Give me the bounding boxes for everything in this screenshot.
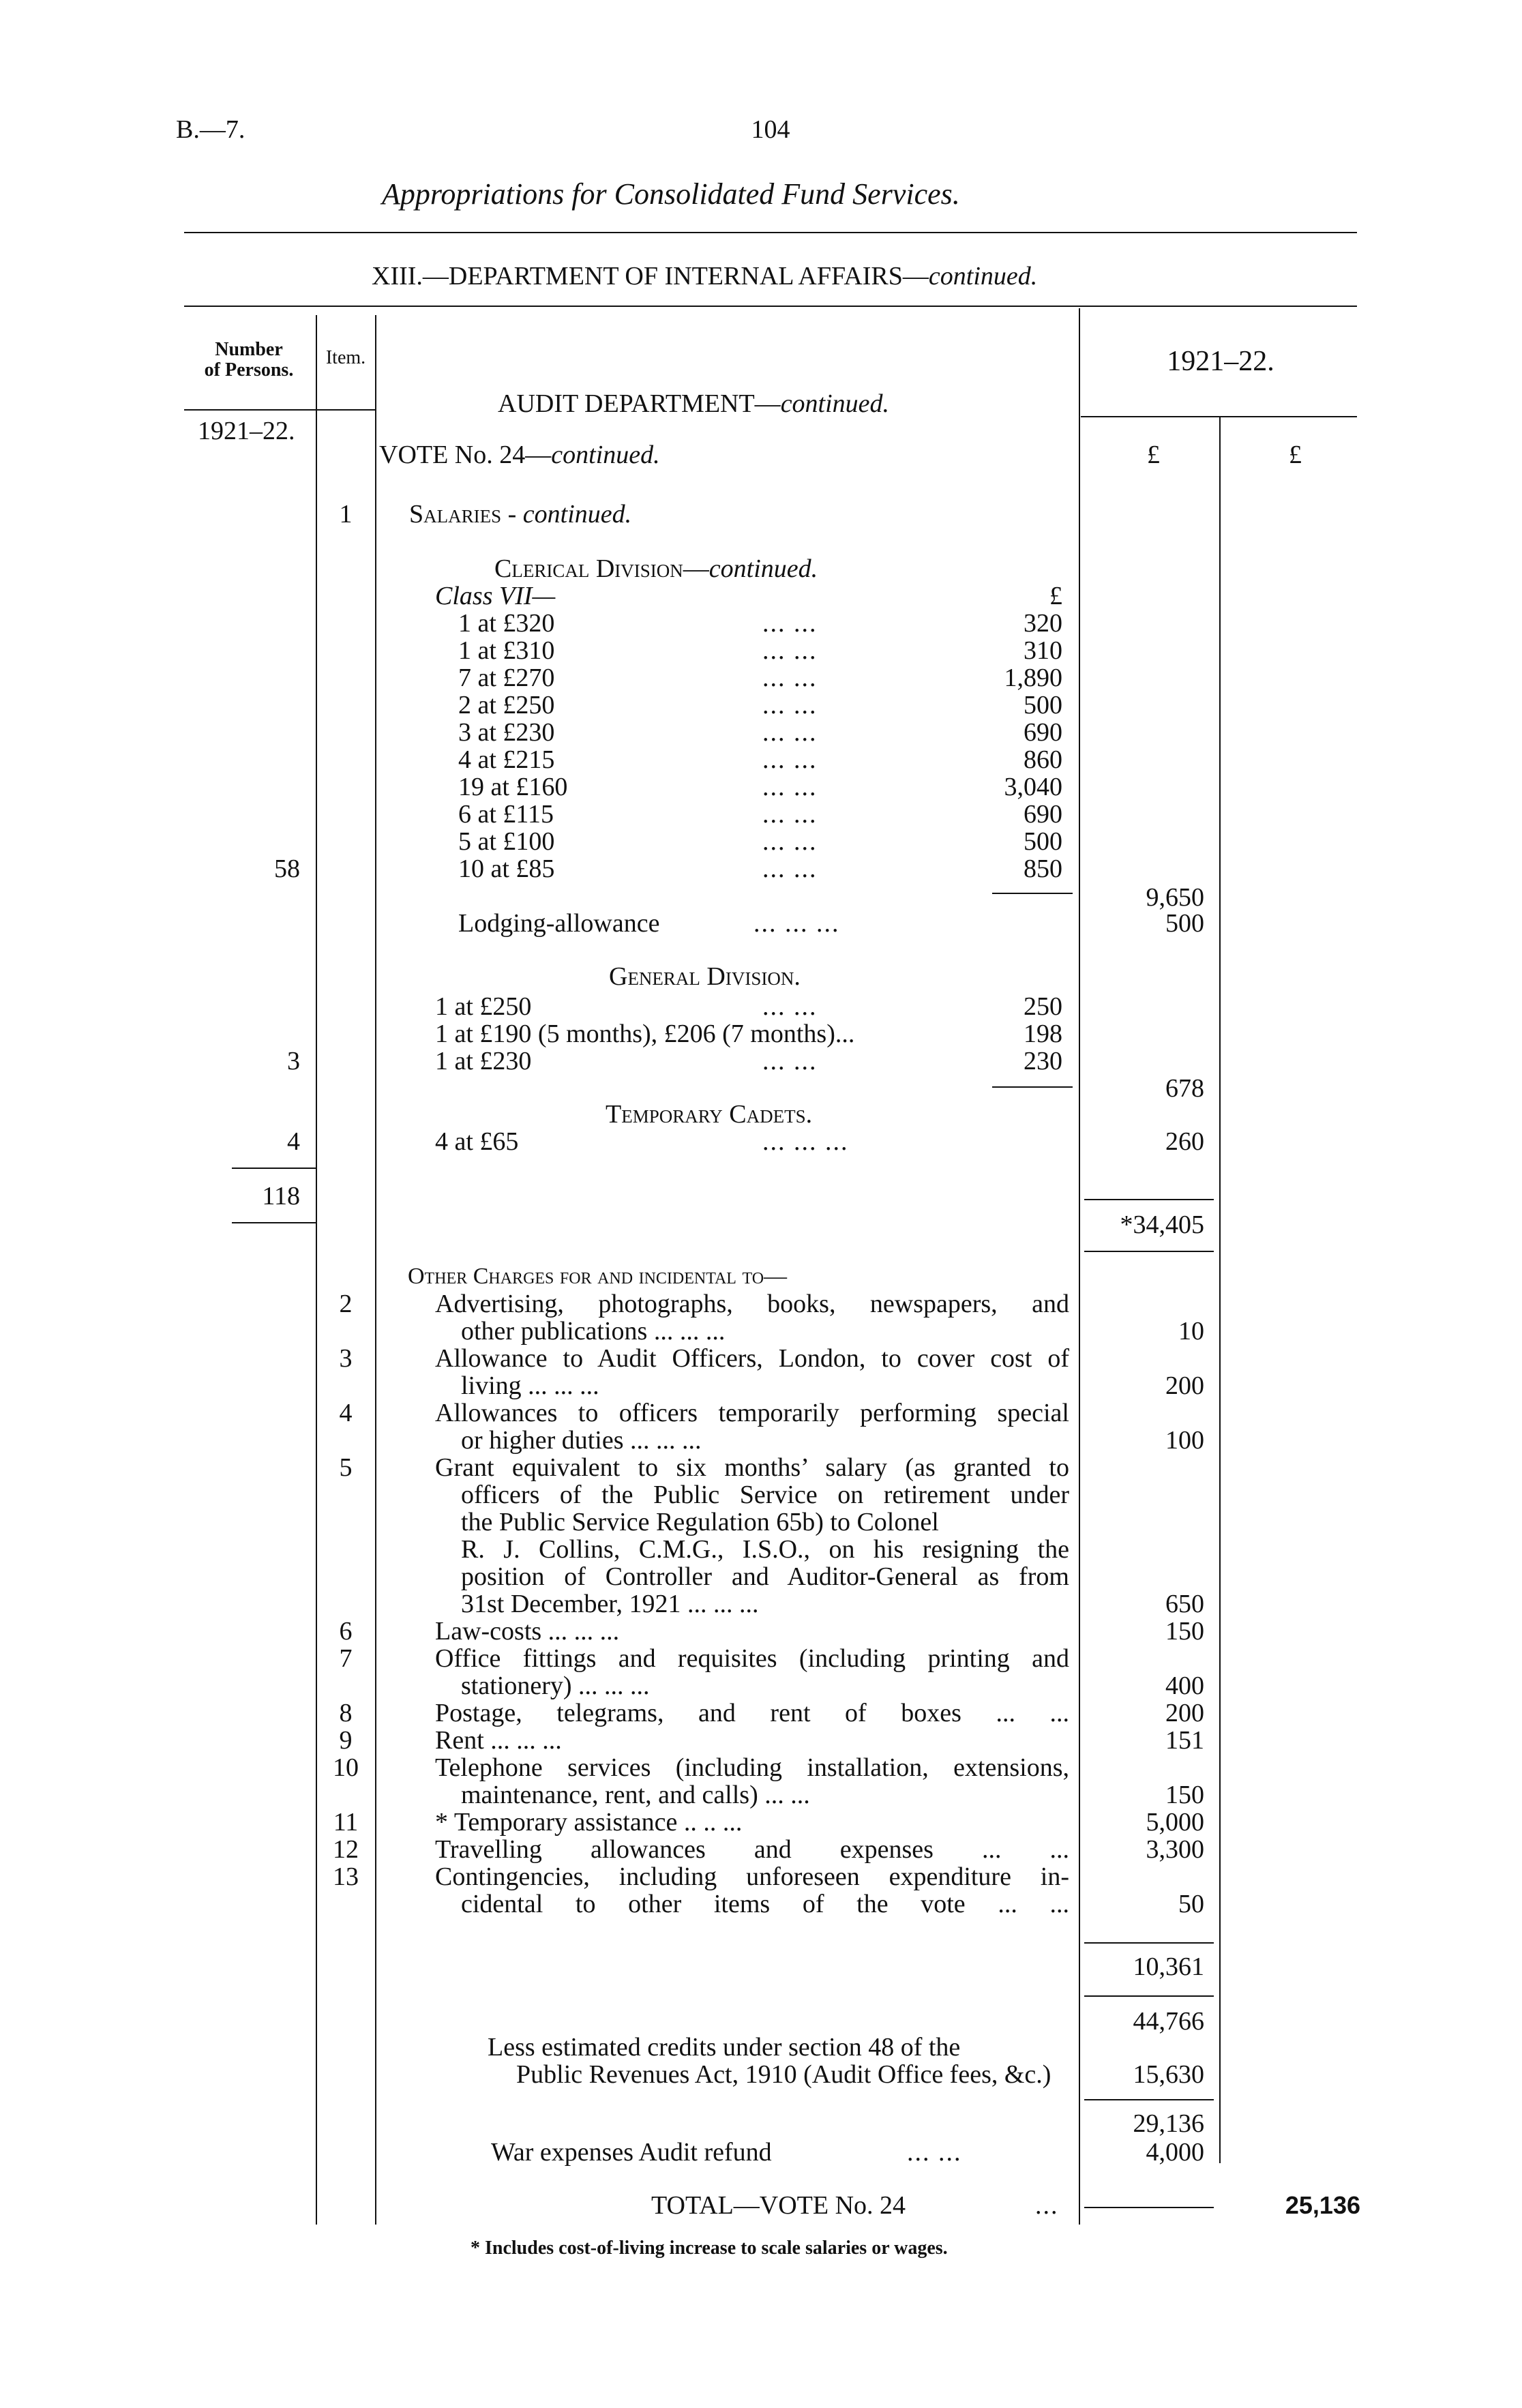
general-row-label: 1 at £190 (5 months), £206 (7 months)... — [435, 1020, 855, 1048]
temporary-cadets-heading: Temporary Cadets. — [606, 1100, 813, 1129]
less-credits-amount: 15,630 — [1133, 2060, 1204, 2089]
year-header-rule — [1081, 416, 1357, 417]
title-rule — [184, 232, 1357, 233]
salaries-item-number: 1 — [339, 500, 353, 529]
general-persons: 3 — [287, 1047, 300, 1075]
other-charge-line: Rent ... ... ... — [435, 1726, 562, 1755]
other-charge-line: Law-costs ... ... ... — [435, 1617, 620, 1646]
clerical-row-dots: ... ... — [762, 718, 818, 747]
item-desc-divider — [375, 315, 376, 2225]
persons-header-rule — [184, 409, 316, 411]
item-header: Item. — [325, 347, 366, 368]
cadets-label: 4 at £65 — [435, 1127, 519, 1156]
amount-divider — [1219, 417, 1221, 2163]
persons-item-divider — [316, 315, 317, 2225]
other-charge-amount: 150 — [1165, 1617, 1204, 1646]
clerical-row-label: 1 at £310 — [458, 636, 555, 665]
other-charge-line: officers of the Public Service on retirement under — [461, 1481, 1069, 1509]
general-row-dots: ... ... — [762, 1047, 818, 1075]
other-charge-line: or higher duties ... ... ... — [461, 1426, 702, 1455]
other-charge-amount: 400 — [1165, 1671, 1204, 1700]
cadets-dots: ... ... ... — [762, 1127, 849, 1156]
other-charge-line: Telephone services (including installation, extensions, — [435, 1753, 1069, 1782]
page-title: Appropriations for Consolidated Fund Services. — [382, 177, 960, 211]
other-charge-item-number: 6 — [339, 1617, 353, 1646]
number-of-persons-header: Number of Persons. — [204, 339, 294, 381]
other-charge-line: cidental to other items of the vote ... ... — [461, 1890, 1069, 1918]
other-charge-line: living ... ... ... — [461, 1371, 599, 1400]
other-charge-amount: 150 — [1165, 1781, 1204, 1809]
other-charge-line: maintenance, rent, and calls) ... ... — [461, 1781, 810, 1809]
other-charge-item-number: 4 — [339, 1399, 353, 1427]
other-charge-line: 31st December, 1921 ... ... ... — [461, 1590, 759, 1618]
lodging-allowance-amount: 500 — [1165, 909, 1204, 938]
clerical-row-amount: 690 — [1024, 800, 1062, 829]
other-charge-line: position of Controller and Auditor-General as from — [461, 1562, 1069, 1591]
clerical-row-dots: ... ... — [762, 745, 818, 774]
other-charge-line: other publications ... ... ... — [461, 1317, 726, 1346]
clerical-row-dots: ... ... — [762, 854, 818, 883]
clerical-row-label: 4 at £215 — [458, 745, 555, 774]
clerical-row-amount: 860 — [1024, 745, 1062, 774]
clerical-subtotal: 9,650 — [1146, 883, 1204, 912]
clerical-row-dots: ... ... — [762, 636, 818, 665]
other-charges-total-rule-top — [1084, 1942, 1214, 1944]
general-row-dots: ... ... — [762, 992, 818, 1021]
less-credits-line-2: Public Revenues Act, 1910 (Audit Office fees, &c.) — [516, 2060, 1051, 2089]
class-vii-label: Class VII— — [435, 582, 556, 610]
other-charge-item-number: 3 — [339, 1344, 353, 1373]
general-row-amount: 230 — [1024, 1047, 1062, 1075]
clerical-row-label: 1 at £320 — [458, 609, 555, 638]
war-expenses-label: War expenses Audit refund — [491, 2138, 772, 2167]
vote-heading: VOTE No. 24—continued. — [379, 441, 660, 469]
general-row-amount: 198 — [1024, 1020, 1062, 1048]
clerical-row-amount: 690 — [1024, 718, 1062, 747]
clerical-division-heading: Clerical Division—continued. — [494, 554, 818, 583]
other-charges-total-rule-bottom — [1084, 1995, 1214, 1997]
department-heading: XIII.—DEPARTMENT OF INTERNAL AFFAIRS—continued. — [372, 262, 1038, 291]
net-rule — [1084, 2099, 1214, 2100]
other-charge-item-number: 10 — [333, 1753, 359, 1782]
pound-column-1: £ — [1147, 441, 1160, 469]
other-charge-line: Allowances to officers temporarily performing special — [435, 1399, 1069, 1427]
other-charge-line: R. J. Collins, C.M.G., I.S.O., on his resigning the — [461, 1535, 1069, 1564]
clerical-row-label: 3 at £230 — [458, 718, 555, 747]
item-header-rule — [317, 409, 375, 411]
salaries-total-rule-top — [1084, 1199, 1214, 1200]
document-reference: B.—7. — [176, 115, 245, 144]
other-charge-line: Office fittings and requisites (including printing and — [435, 1644, 1069, 1673]
clerical-row-dots: ... ... — [762, 773, 818, 801]
clerical-row-label: 5 at £100 — [458, 827, 555, 856]
general-subtotal-rule — [992, 1086, 1073, 1088]
clerical-row-amount: 310 — [1024, 636, 1062, 665]
page-number: 104 — [751, 115, 790, 144]
clerical-row-dots: ... ... — [762, 664, 818, 692]
pound-column-2: £ — [1289, 441, 1302, 469]
general-division-heading: General Division. — [609, 962, 801, 991]
clerical-row-dots: ... ... — [762, 800, 818, 829]
grand-total: 25,136 — [1285, 2191, 1360, 2219]
clerical-row-label: 6 at £115 — [458, 800, 554, 829]
year-header-right: 1921–22. — [1167, 346, 1274, 377]
other-charge-amount: 650 — [1165, 1590, 1204, 1618]
other-charge-amount: 151 — [1165, 1726, 1204, 1755]
other-charge-item-number: 5 — [339, 1453, 353, 1482]
other-charge-line: stationery) ... ... ... — [461, 1671, 650, 1700]
other-charge-amount: 200 — [1165, 1371, 1204, 1400]
clerical-row-label: 2 at £250 — [458, 691, 555, 719]
general-subtotal: 678 — [1165, 1074, 1204, 1103]
net-total: 29,136 — [1133, 2109, 1204, 2138]
other-charge-item-number: 8 — [339, 1699, 353, 1727]
clerical-row-amount: 3,040 — [1004, 773, 1062, 801]
salaries-heading: Salaries - continued. — [409, 500, 632, 529]
other-charge-item-number: 13 — [333, 1862, 359, 1891]
other-charge-amount: 3,300 — [1146, 1835, 1204, 1864]
war-expenses-dots: ... ... — [907, 2138, 962, 2167]
other-charge-item-number: 7 — [339, 1644, 353, 1673]
clerical-row-label: 19 at £160 — [458, 773, 568, 801]
other-charge-item-number: 12 — [333, 1835, 359, 1864]
department-rule — [184, 306, 1357, 307]
general-row-label: 1 at £230 — [435, 1047, 532, 1075]
salaries-total: *34,405 — [1120, 1210, 1204, 1239]
lodging-allowance-label: Lodging-allowance — [458, 909, 660, 938]
other-charge-item-number: 9 — [339, 1726, 353, 1755]
other-charge-amount: 5,000 — [1146, 1808, 1204, 1837]
persons-total: 118 — [262, 1182, 300, 1210]
clerical-row-amount: 1,890 — [1004, 664, 1062, 692]
clerical-subtotal-rule — [992, 893, 1073, 894]
persons-total-rule-bottom — [232, 1222, 316, 1223]
other-charge-amount: 200 — [1165, 1699, 1204, 1727]
other-charge-line: Advertising, photographs, books, newspapers, and — [435, 1290, 1069, 1318]
other-charge-amount: 50 — [1178, 1890, 1204, 1918]
general-row-amount: 250 — [1024, 992, 1062, 1021]
clerical-row-dots: ... ... — [762, 609, 818, 638]
clerical-pound-column: £ — [1049, 582, 1062, 610]
persons-total-rule-top — [232, 1168, 316, 1169]
gross-total: 44,766 — [1133, 2007, 1204, 2036]
cadets-persons: 4 — [287, 1127, 300, 1156]
other-charge-amount: 10 — [1178, 1317, 1204, 1346]
total-vote-dots: ... — [1035, 2191, 1059, 2220]
salaries-total-rule-bottom — [1084, 1251, 1214, 1252]
clerical-row-label: 10 at £85 — [458, 854, 555, 883]
general-row-label: 1 at £250 — [435, 992, 532, 1021]
other-charge-amount: 100 — [1165, 1426, 1204, 1455]
other-charges-total: 10,361 — [1133, 1952, 1204, 1981]
year-header-left: 1921–22. — [198, 417, 295, 445]
clerical-row-dots: ... ... — [762, 691, 818, 719]
clerical-row-amount: 850 — [1024, 854, 1062, 883]
other-charges-heading: Other Charges for and incidental to— — [408, 1264, 788, 1289]
other-charge-item-number: 11 — [333, 1808, 359, 1837]
total-vote-label: TOTAL—VOTE No. 24 — [651, 2191, 906, 2220]
other-charge-line: * Temporary assistance .. .. ... — [435, 1808, 743, 1837]
footnote: * Includes cost-of-living increase to scale salaries or wages. — [471, 2238, 948, 2259]
other-charge-item-number: 2 — [339, 1290, 353, 1318]
clerical-row-label: 7 at £270 — [458, 664, 555, 692]
desc-amount-divider — [1079, 308, 1080, 2225]
other-charge-line: Allowance to Audit Officers, London, to cover cost of — [435, 1344, 1069, 1373]
cadets-amount: 260 — [1165, 1127, 1204, 1156]
total-vote-rule — [1084, 2207, 1214, 2208]
clerical-row-amount: 500 — [1024, 827, 1062, 856]
war-expenses-amount: 4,000 — [1146, 2138, 1204, 2167]
audit-department-heading: AUDIT DEPARTMENT—continued. — [498, 389, 890, 418]
less-credits-line-1: Less estimated credits under section 48 of the — [488, 2033, 961, 2062]
clerical-persons: 58 — [274, 854, 300, 883]
other-charge-line: the Public Service Regulation 65b) to Colonel — [461, 1508, 939, 1536]
other-charge-line: Travelling allowances and expenses ... ... — [435, 1835, 1069, 1864]
other-charge-line: Contingencies, including unforeseen expenditure in- — [435, 1862, 1069, 1891]
clerical-row-dots: ... ... — [762, 827, 818, 856]
lodging-allowance-dots: ... ... ... — [753, 909, 840, 938]
clerical-row-amount: 500 — [1024, 691, 1062, 719]
other-charge-line: Postage, telegrams, and rent of boxes ... ... — [435, 1699, 1069, 1727]
clerical-row-amount: 320 — [1024, 609, 1062, 638]
other-charge-line: Grant equivalent to six months’ salary (as granted to — [435, 1453, 1069, 1482]
